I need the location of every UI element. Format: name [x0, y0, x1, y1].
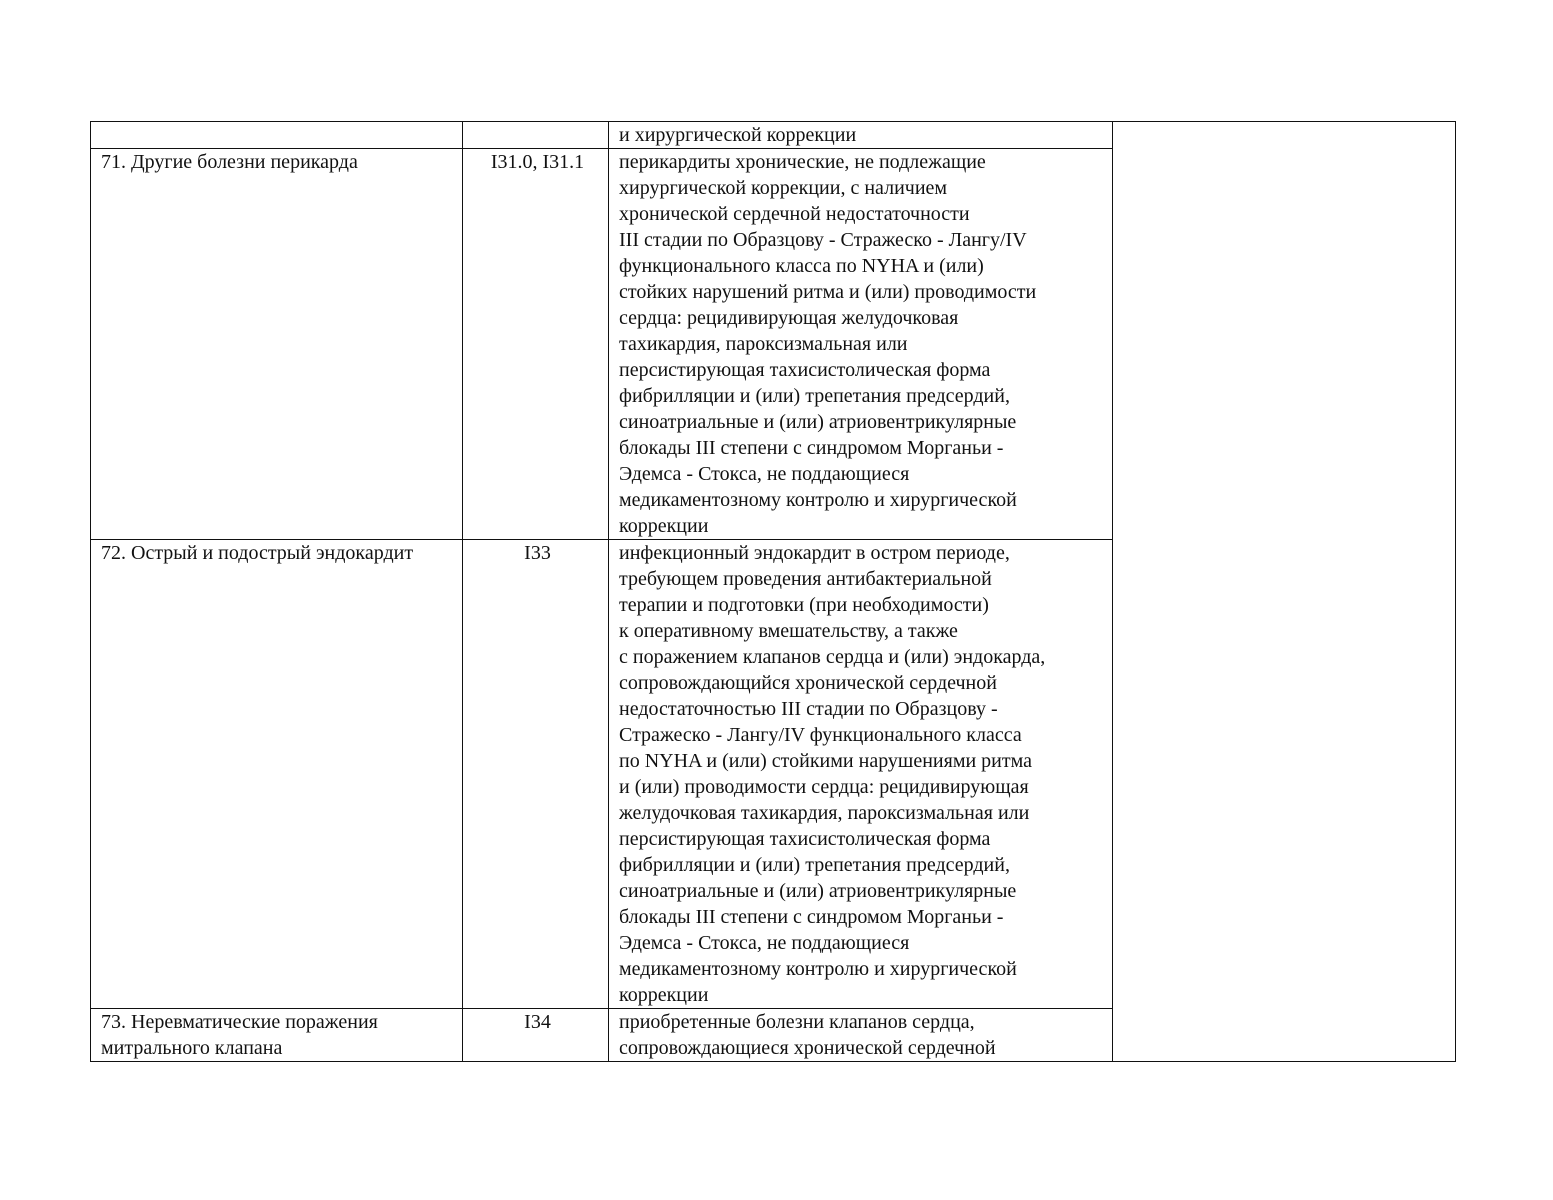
icd-code-cell [463, 149, 609, 540]
criteria-line: Стражеско - Лангу/IV функционального класса [619, 724, 1022, 746]
icd-code: I33 [524, 542, 551, 564]
criteria-line: хирургической коррекции, с наличием [619, 177, 948, 199]
criteria-line: синоатриальные и (или) атриовентрикулярные [619, 411, 1017, 433]
criteria-line: желудочковая тахикардия, пароксизмальная или [619, 802, 1030, 824]
criteria-line: приобретенные болезни клапанов сердца, [619, 1011, 975, 1033]
criteria-line: Эдемса - Стокса, не поддающиеся [619, 932, 910, 954]
criteria-line: стойких нарушений ритма и (или) проводимости [619, 281, 1037, 303]
criteria-line: медикаментозному контролю и хирургической [619, 958, 1017, 980]
criteria-line: сердца: рецидивирующая желудочковая [619, 307, 959, 329]
criteria-line: требующем проведения антибактериальной [619, 568, 992, 590]
criteria-line: инфекционный эндокардит в остром периоде, [619, 542, 1010, 564]
icd-code-cell [463, 540, 609, 1009]
criteria-line: по NYHA и (или) стойкими нарушениями ритма [619, 750, 1033, 772]
criteria-line: и хирургической коррекции [619, 124, 857, 146]
criteria-line: хронической сердечной недостаточности [619, 203, 970, 225]
table-row [91, 122, 1456, 149]
criteria-cell [609, 540, 1113, 1009]
criteria-line: синоатриальные и (или) атриовентрикулярные [619, 880, 1017, 902]
disease-name-cell [91, 1009, 463, 1062]
criteria-line: III стадии по Образцову - Стражеско - Лангу/IV [619, 229, 1027, 251]
disease-name-line: митрального клапана [101, 1037, 283, 1059]
criteria-line: терапии и подготовки (при необходимости) [619, 594, 989, 616]
criteria-line: недостаточностью III стадии по Образцову - [619, 698, 998, 720]
criteria-line: Эдемса - Стокса, не поддающиеся [619, 463, 910, 485]
criteria-cell [609, 1009, 1113, 1062]
disease-name-line: 73. Неревматические поражения [101, 1011, 378, 1033]
criteria-line: персистирующая тахисистолическая форма [619, 359, 991, 381]
criteria-cell [609, 122, 1113, 149]
criteria-line: медикаментозному контролю и хирургической [619, 489, 1017, 511]
criteria-line: перикардиты хронические, не подлежащие [619, 151, 986, 173]
criteria-line: тахикардия, пароксизмальная или [619, 333, 908, 355]
icd-code: I31.0, I31.1 [490, 151, 585, 173]
criteria-line: коррекции [619, 515, 709, 537]
criteria-line: блокады III степени с синдромом Морганьи - [619, 906, 1004, 928]
icd-code: I34 [524, 1011, 551, 1033]
criteria-line: к оперативному вмешательству, а также [619, 620, 958, 642]
criteria-line: персистирующая тахисистолическая форма [619, 828, 991, 850]
criteria-line: и (или) проводимости сердца: рецидивирующая [619, 776, 1029, 798]
disease-name-line: 71. Другие болезни перикарда [101, 151, 358, 173]
criteria-line: фибрилляции и (или) трепетания предсердий, [619, 854, 1010, 876]
disease-name-cell [91, 149, 463, 540]
disease-name-cell [91, 122, 463, 149]
icd-code-cell [463, 122, 609, 149]
notes-cell [1113, 122, 1456, 1062]
criteria-line: фибрилляции и (или) трепетания предсердий, [619, 385, 1010, 407]
criteria-line: функционального класса по NYHA и (или) [619, 255, 984, 277]
document-page [90, 121, 1455, 1067]
criteria-line: сопровождающийся хронической сердечной [619, 672, 997, 694]
criteria-line: сопровождающиеся хронической сердечной [619, 1037, 996, 1059]
icd-code-cell [463, 1009, 609, 1062]
criteria-line: с поражением клапанов сердца и (или) эндокарда, [619, 646, 1046, 668]
disease-table [90, 121, 1456, 1062]
criteria-line: коррекции [619, 984, 709, 1006]
criteria-line: блокады III степени с синдромом Морганьи - [619, 437, 1004, 459]
disease-name-line: 72. Острый и подострый эндокардит [101, 542, 414, 564]
criteria-cell [609, 149, 1113, 540]
disease-name-cell [91, 540, 463, 1009]
